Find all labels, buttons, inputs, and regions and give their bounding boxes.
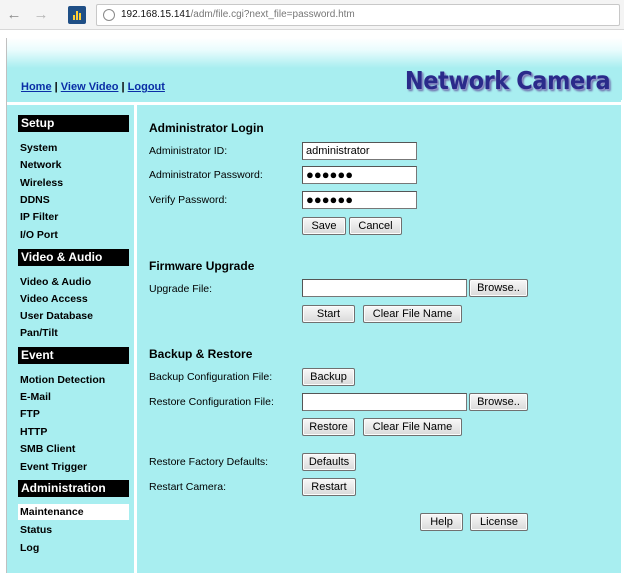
cancel-button[interactable]: Cancel [349,217,402,235]
sidebar-item-wireless[interactable]: Wireless [20,177,64,189]
page-header [7,38,622,100]
sidebar [7,105,134,573]
back-arrow-icon[interactable]: ← [6,6,22,23]
url-host: 192.168.15.141 [121,9,191,20]
top-nav [21,81,165,93]
home-link[interactable]: Home [21,81,52,93]
sidebar-item-motion-detection[interactable]: Motion Detection [20,374,106,386]
sidebar-item-event-trigger[interactable]: Event Trigger [20,461,88,473]
sidebar-item-io-port[interactable]: I/O Port [20,229,58,241]
logout-link[interactable]: Logout [127,81,165,93]
firmware-upgrade-title: Firmware Upgrade [149,259,255,273]
nav-separator: | [54,81,58,93]
sidebar-item-email[interactable]: E-Mail [20,391,51,403]
upgrade-browse-button[interactable]: Browse.. [469,279,528,297]
admin-password-input[interactable]: ●●●●●● [302,166,417,184]
backup-restore-title: Backup & Restore [149,347,253,361]
url-text[interactable] [121,9,355,20]
sidebar-section-administration: Administration [18,480,129,497]
restore-browse-button[interactable]: Browse.. [469,393,528,411]
save-button[interactable]: Save [302,217,346,235]
upgrade-file-label: Upgrade File: [149,283,213,295]
backup-button[interactable]: Backup [302,368,355,386]
license-button[interactable]: License [470,513,528,531]
main-content [137,105,622,573]
restore-file-input[interactable] [302,393,467,411]
bookmark-chart-icon[interactable] [68,6,86,24]
sidebar-item-log[interactable]: Log [20,542,40,554]
sidebar-item-network[interactable]: Network [20,159,62,171]
backup-config-label: Backup Configuration File: [149,371,273,383]
sidebar-item-video-audio[interactable]: Video & Audio [20,276,92,288]
address-bar[interactable] [96,4,620,26]
defaults-button[interactable]: Defaults [302,453,356,471]
browser-toolbar [0,0,624,30]
sidebar-item-http[interactable]: HTTP [20,426,48,438]
sidebar-item-smb-client[interactable]: SMB Client [20,443,76,455]
forward-arrow-icon[interactable]: → [33,6,49,23]
restore-button[interactable]: Restore [302,418,355,436]
help-button[interactable]: Help [420,513,463,531]
view-video-link[interactable]: View Video [60,81,119,93]
admin-id-label: Administrator ID: [149,145,228,157]
verify-password-label: Verify Password: [149,194,228,206]
admin-password-label: Administrator Password: [149,169,263,181]
sidebar-item-ftp[interactable]: FTP [20,408,40,420]
sidebar-item-ip-filter[interactable]: IP Filter [20,211,59,223]
sidebar-item-maintenance[interactable]: Maintenance [18,504,129,520]
admin-id-input[interactable]: administrator [302,142,417,160]
sidebar-section-video-audio: Video & Audio [18,249,129,266]
factory-defaults-label: Restore Factory Defaults: [149,456,269,468]
sidebar-item-status[interactable]: Status [20,524,53,536]
globe-icon [103,9,115,21]
camera-admin-page [6,38,621,573]
restart-button[interactable]: Restart [302,478,356,496]
sidebar-item-ddns[interactable]: DDNS [20,194,50,206]
nav-separator: | [121,81,125,93]
sidebar-section-setup: Setup [18,115,129,132]
clear-restore-file-button[interactable]: Clear File Name [363,418,462,436]
verify-password-input[interactable]: ●●●●●● [302,191,417,209]
start-upgrade-button[interactable]: Start [302,305,355,323]
sidebar-item-video-access[interactable]: Video Access [20,293,88,305]
sidebar-item-system[interactable]: System [20,142,58,154]
restore-config-label: Restore Configuration File: [149,396,274,408]
restart-camera-label: Restart Camera: [149,481,227,493]
clear-upgrade-file-button[interactable]: Clear File Name [363,305,462,323]
url-path: /adm/file.cgi?next_file=password.htm [190,9,355,20]
brand-logo: Network Camera [404,66,610,95]
upgrade-file-input[interactable] [302,279,467,297]
sidebar-section-event: Event [18,347,129,364]
admin-login-title: Administrator Login [149,121,264,135]
sidebar-item-pan-tilt[interactable]: Pan/Tilt [20,327,58,339]
sidebar-item-user-database[interactable]: User Database [20,310,93,322]
